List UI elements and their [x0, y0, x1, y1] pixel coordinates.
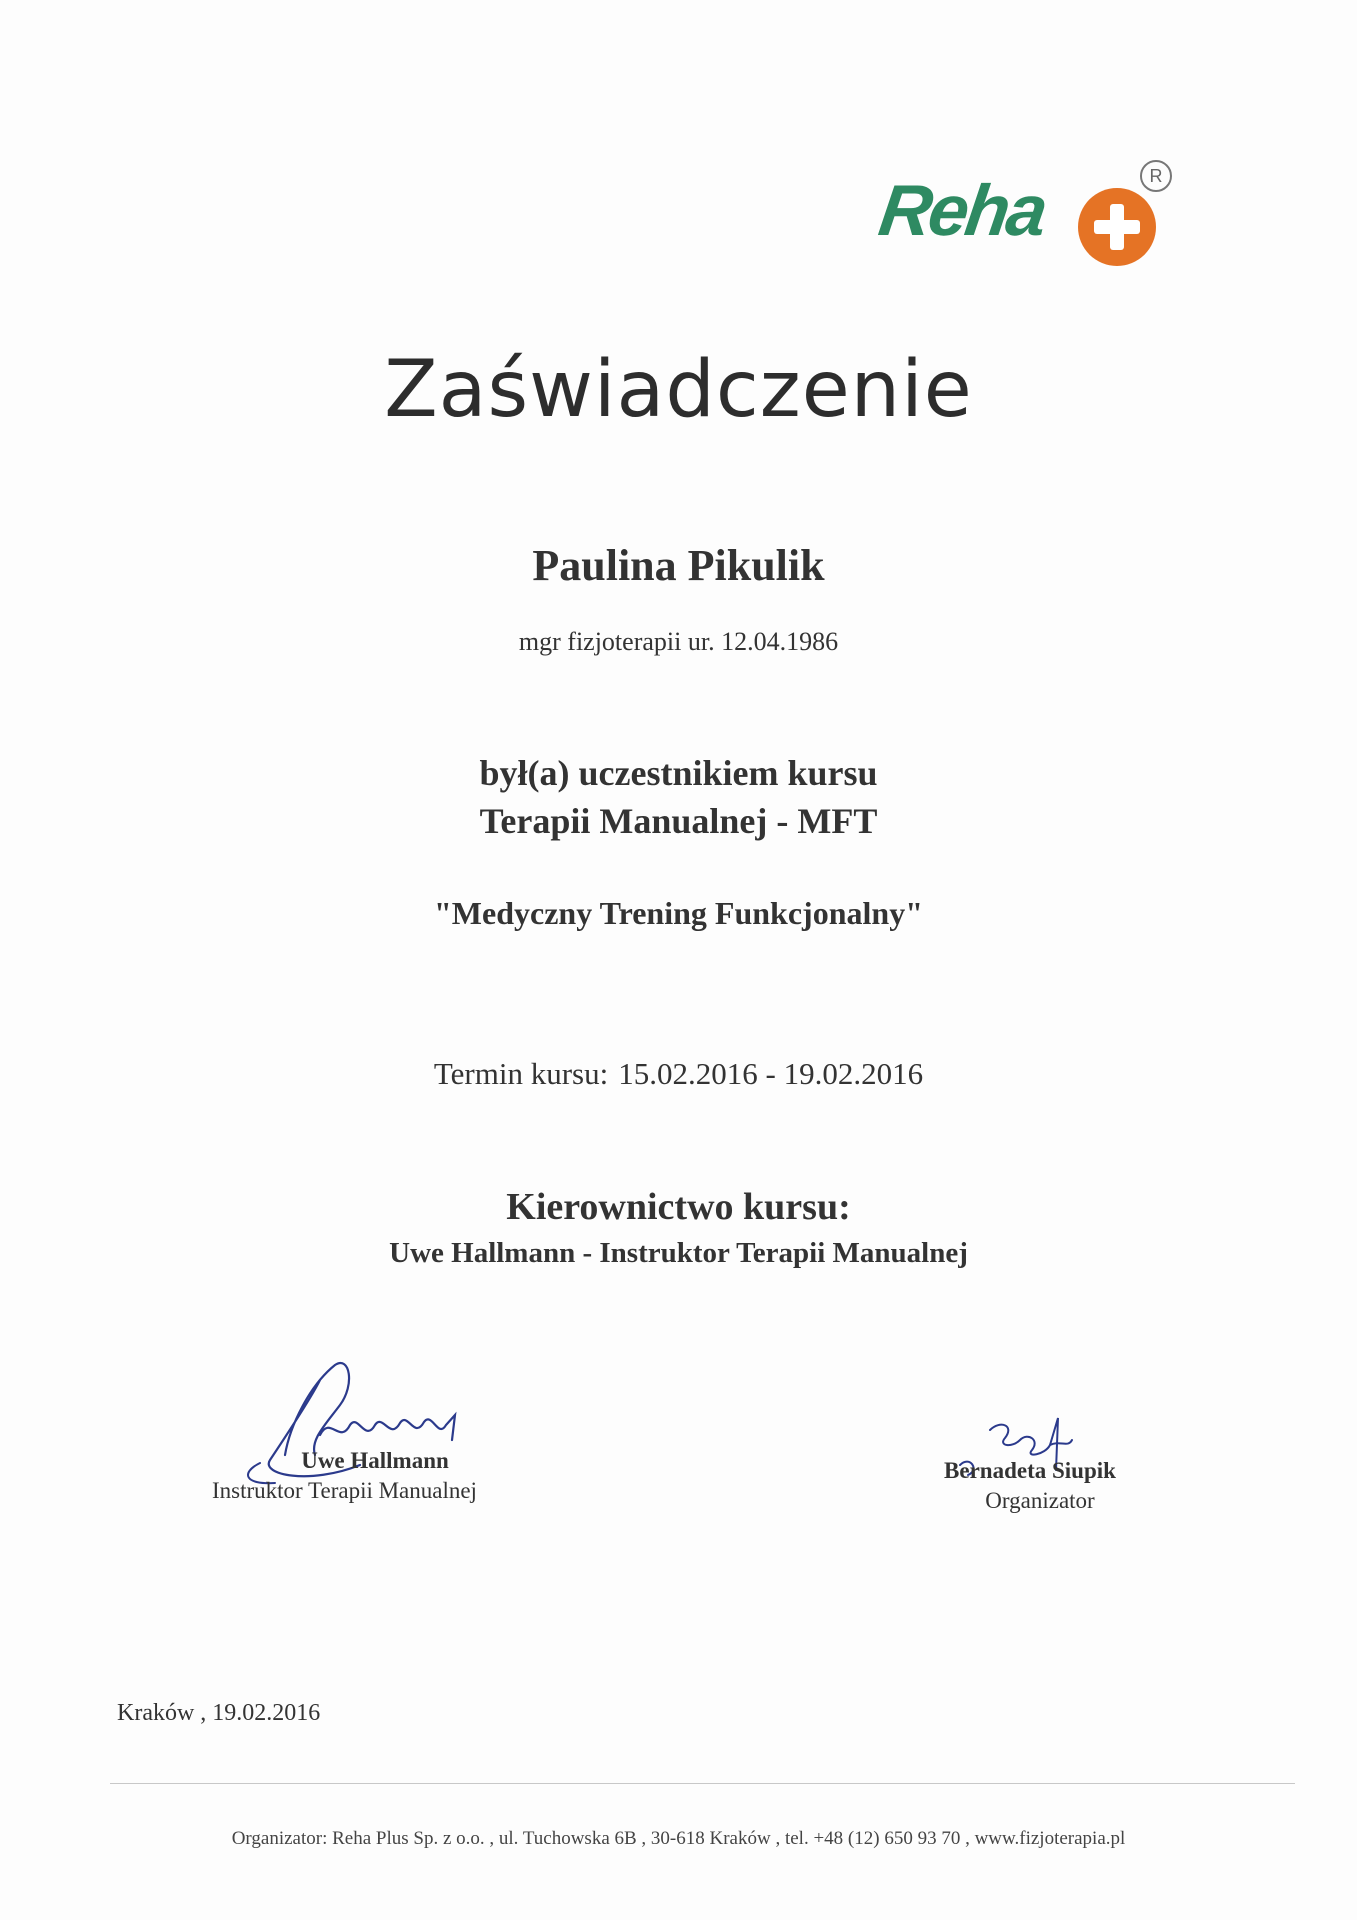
term-label: Termin kursu:: [433, 1056, 609, 1091]
signature-name-instructor: Uwe Hallmann: [301, 1448, 449, 1473]
logo-text: Reha: [874, 171, 1050, 251]
registered-mark: R: [1140, 160, 1172, 192]
participant-name: Paulina Pikulik: [532, 541, 825, 590]
participant-details: mgr fizjoterapii ur. 12.04.1986: [518, 627, 839, 656]
leadership-label: Kierownictwo kursu:: [506, 1186, 851, 1228]
course-intro: był(a) uczestnikiem kursu: [479, 753, 878, 793]
signature-block-instructor: [200, 1345, 540, 1525]
place-and-date: Kraków , 19.02.2016: [117, 1700, 321, 1726]
certificate-title: Zaświadczenie: [384, 345, 973, 435]
plus-circle-icon: [1078, 188, 1156, 266]
course-subtitle: "Medyczny Trening Funkcjonalny": [434, 895, 923, 931]
reha-plus-logo: [870, 160, 1180, 270]
footer-organizer-info: Organizator: Reha Plus Sp. z o.o. , ul. Tuchowska 6B , 30-618 Kraków , tel. +48 (12) 650 93 70 , www.fizjoterapia.pl: [231, 1828, 1126, 1849]
footer-divider: [110, 1783, 1295, 1784]
leadership-name: Uwe Hallmann - Instruktor Terapii Manualnej: [389, 1237, 968, 1269]
signature-name-organizer: Bernadeta Siupik: [944, 1458, 1116, 1483]
signature-block-organizer: [900, 1410, 1160, 1530]
course-term: [0, 1056, 1357, 1092]
signature-role-organizer: Organizator: [985, 1488, 1095, 1513]
course-name: Terapii Manualnej - MFT: [479, 801, 878, 841]
term-dates: 15.02.2016 - 19.02.2016: [618, 1056, 924, 1091]
signature-role-instructor: Instruktor Terapii Manualnej: [212, 1478, 477, 1503]
